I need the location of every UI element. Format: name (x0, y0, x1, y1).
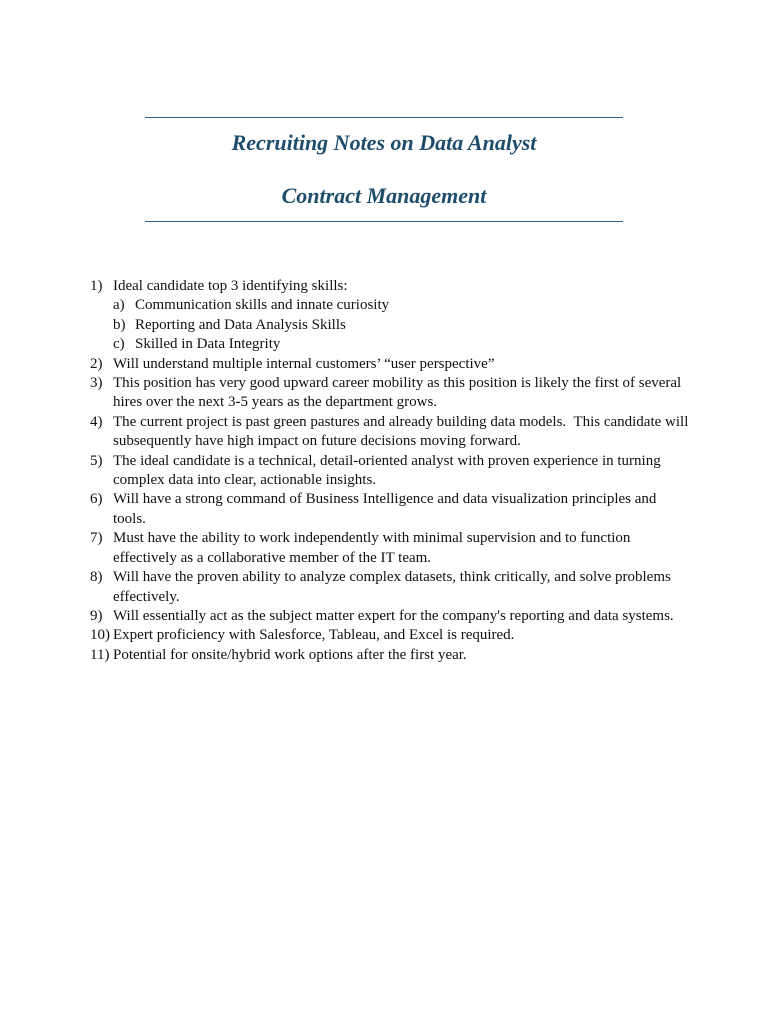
list-item-text: Will have the proven ability to analyze complex datasets, think critically, and solve problems effectively. (113, 569, 675, 605)
list-item-text: The current project is past green pastures and already building data models. This candidate will subsequently have high impact on future decisions moving forward. (113, 413, 693, 450)
list-item-9 (90, 607, 690, 626)
document-title-line-1: Recruiting Notes on Data Analyst (231, 130, 537, 155)
list-item-number: 6) (90, 491, 103, 508)
list-item-4 (90, 413, 693, 452)
list-item-text: Ideal candidate top 3 identifying skills: (113, 278, 348, 294)
list-item-text: Will have a strong command of Business Intelligence and data visualization principles and tools. (113, 491, 661, 527)
sub-item-b (90, 316, 690, 335)
title-bottom-rule (145, 221, 623, 222)
list-item-6 (90, 490, 690, 529)
list-item-number: 11) (90, 646, 110, 663)
list-item-text: The ideal candidate is a technical, detail-oriented analyst with proven experience in turning complex data into clear, actionable insights. (113, 452, 665, 489)
list-item-10 (90, 626, 690, 645)
list-item-8 (90, 568, 690, 607)
sub-item-letter: c) (113, 336, 125, 353)
list-item-text: Potential for onsite/hybrid work options after the first year. (113, 646, 467, 663)
list-item-3 (90, 374, 690, 413)
sub-item-text: Skilled in Data Integrity (135, 336, 281, 353)
list-item-number: 7) (90, 530, 103, 547)
list-item-number: 2) (90, 355, 103, 372)
sub-item-letter: a) (113, 297, 125, 314)
list-item-11 (90, 646, 690, 665)
list-item-text: Expert proficiency with Salesforce, Tableau, and Excel is required. (113, 627, 515, 644)
notes-list (90, 277, 693, 665)
sub-item-text: Reporting and Data Analysis Skills (135, 316, 346, 333)
list-item-text: Will essentially act as the subject matter expert for the company's reporting and data systems. (113, 607, 674, 624)
sub-item-c (90, 335, 690, 354)
list-item-text: This position has very good upward career mobility as this position is likely the first of several hires over the next 3-5 years as the department grows. (113, 375, 685, 411)
sub-item-letter: b) (113, 316, 126, 333)
document-title-line-2: Contract Management (281, 183, 487, 208)
list-item-number: 3) (90, 375, 103, 392)
sub-item-a (90, 296, 690, 315)
list-item-number: 1) (90, 278, 103, 294)
list-item-2 (90, 355, 690, 374)
list-item-1 (90, 277, 690, 296)
list-item-number: 10) (90, 627, 110, 644)
list-item-number: 8) (90, 569, 103, 586)
list-item-text: Must have the ability to work independently with minimal supervision and to function effectively as a collaborative member of the IT team. (113, 530, 635, 566)
list-item-number: 4) (90, 413, 103, 430)
title-top-rule (145, 117, 623, 118)
list-item-number: 5) (90, 452, 103, 469)
list-item-7 (90, 529, 690, 568)
list-item-number: 9) (90, 607, 103, 624)
sub-item-text: Communication skills and innate curiosity (135, 297, 390, 314)
list-item-text: Will understand multiple internal customers’ “user perspective” (113, 355, 495, 372)
list-item-5 (90, 452, 690, 491)
